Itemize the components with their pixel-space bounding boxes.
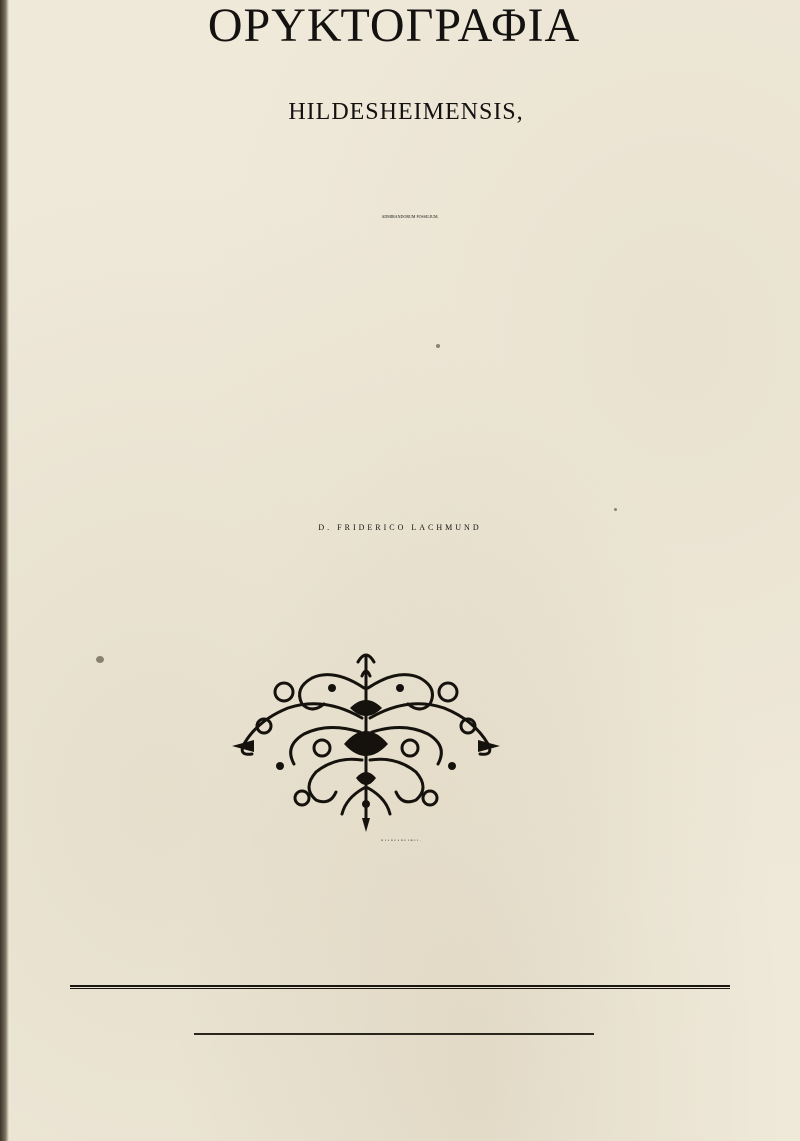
imprint-place: HILDESHEIMII,	[381, 840, 423, 842]
ink-speck	[614, 508, 617, 511]
ink-speck	[96, 656, 104, 663]
ink-speck	[436, 344, 440, 348]
floral-printer-ornament-icon	[224, 648, 508, 834]
book-spine-edge	[0, 0, 9, 1141]
bottom-rule-divider	[194, 1033, 594, 1035]
subtitle-admirandorum: ADMIRANDORUM FOSSILIUM,	[381, 214, 439, 219]
author-name: D. FRIDERICO LACHMUND	[318, 523, 482, 532]
greek-title: ΟΡΥΚΤΟΓΡΑΦΙΑ	[207, 0, 581, 52]
double-rule-divider	[70, 985, 730, 990]
main-title: HILDESHEIMENSIS,	[288, 99, 524, 125]
